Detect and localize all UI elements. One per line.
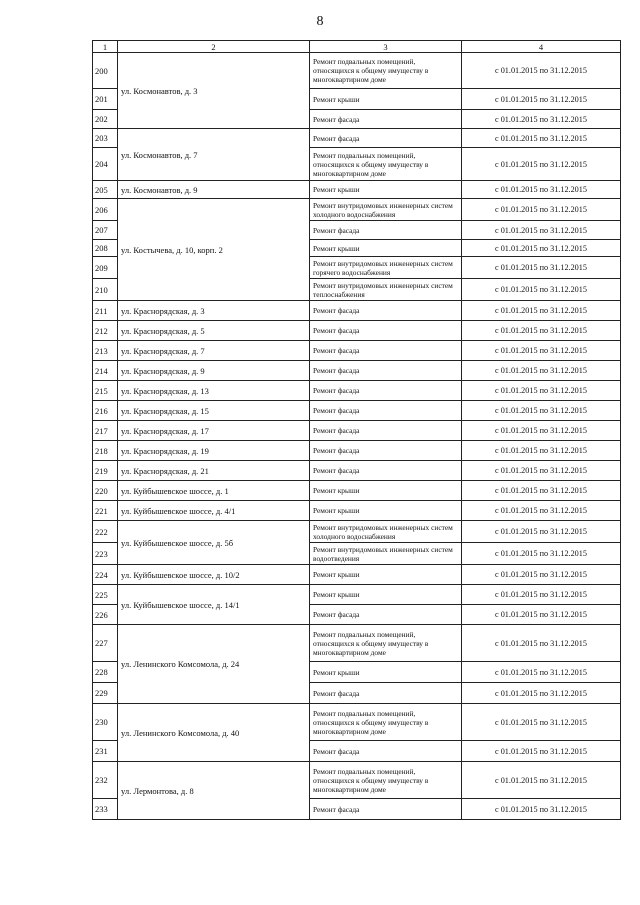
header-row: [93, 41, 621, 53]
period-cell: с 01.01.2015 по 31.12.2015: [462, 181, 621, 199]
address-cell: ул. Краснорядская, д. 19: [118, 441, 310, 461]
work-type-cell: Ремонт фасада: [310, 381, 462, 401]
work-type-cell: Ремонт внутридомовых инженерных систем водоотведения: [310, 543, 462, 565]
period-cell: с 01.01.2015 по 31.12.2015: [462, 683, 621, 704]
row-number: 208: [93, 240, 118, 257]
address-cell: ул. Краснорядская, д. 15: [118, 401, 310, 421]
row-number: 203: [93, 129, 118, 148]
table-row: [93, 361, 621, 381]
row-number: 213: [93, 341, 118, 361]
period-cell: с 01.01.2015 по 31.12.2015: [462, 585, 621, 605]
period-cell: с 01.01.2015 по 31.12.2015: [462, 501, 621, 521]
col-header-1: 1: [93, 41, 118, 53]
work-type-cell: Ремонт внутридомовых инженерных систем холодного водоснабжения: [310, 521, 462, 543]
table-row: [93, 762, 621, 799]
address-cell: ул. Краснорядская, д. 3: [118, 301, 310, 321]
table-row: [93, 461, 621, 481]
work-type-cell: Ремонт фасада: [310, 361, 462, 381]
work-type-cell: Ремонт фасада: [310, 301, 462, 321]
work-type-cell: Ремонт крыши: [310, 240, 462, 257]
work-type-cell: Ремонт крыши: [310, 481, 462, 501]
row-number: 230: [93, 704, 118, 741]
table-row: [93, 381, 621, 401]
row-number: 217: [93, 421, 118, 441]
row-number: 209: [93, 257, 118, 279]
period-cell: с 01.01.2015 по 31.12.2015: [462, 461, 621, 481]
work-type-cell: Ремонт внутридомовых инженерных систем холодного водоснабжения: [310, 199, 462, 221]
address-cell: ул. Ленинского Комсомола, д. 40: [118, 704, 310, 762]
work-type-cell: Ремонт крыши: [310, 662, 462, 683]
period-cell: с 01.01.2015 по 31.12.2015: [462, 799, 621, 820]
row-number: 204: [93, 148, 118, 181]
work-type-cell: Ремонт фасада: [310, 605, 462, 625]
work-type-cell: Ремонт фасада: [310, 321, 462, 341]
table-row: [93, 704, 621, 741]
address-cell: ул. Костычева, д. 10, корп. 2: [118, 199, 310, 301]
table-row: [93, 129, 621, 148]
address-cell: ул. Краснорядская, д. 17: [118, 421, 310, 441]
work-type-cell: Ремонт фасада: [310, 421, 462, 441]
table-row: [93, 401, 621, 421]
work-type-cell: Ремонт подвальных помещений, относящихся к общему имуществу в многоквартирном доме: [310, 762, 462, 799]
period-cell: с 01.01.2015 по 31.12.2015: [462, 301, 621, 321]
work-type-cell: Ремонт подвальных помещений, относящихся к общему имуществу в многоквартирном доме: [310, 704, 462, 741]
table-row: [93, 521, 621, 543]
address-cell: ул. Космонавтов, д. 7: [118, 129, 310, 181]
address-cell: ул. Куйбышевское шоссе, д. 4/1: [118, 501, 310, 521]
row-number: 216: [93, 401, 118, 421]
row-number: 210: [93, 279, 118, 301]
col-header-2: 2: [118, 41, 310, 53]
row-number: 231: [93, 741, 118, 762]
work-type-cell: Ремонт крыши: [310, 89, 462, 110]
period-cell: с 01.01.2015 по 31.12.2015: [462, 257, 621, 279]
work-type-cell: Ремонт фасада: [310, 221, 462, 240]
period-cell: с 01.01.2015 по 31.12.2015: [462, 605, 621, 625]
table-row: [93, 565, 621, 585]
address-cell: ул. Куйбышевское шоссе, д. 1: [118, 481, 310, 501]
table-body: [93, 53, 621, 820]
period-cell: с 01.01.2015 по 31.12.2015: [462, 421, 621, 441]
row-number: 222: [93, 521, 118, 543]
table-row: [93, 301, 621, 321]
period-cell: с 01.01.2015 по 31.12.2015: [462, 199, 621, 221]
address-cell: ул. Краснорядская, д. 9: [118, 361, 310, 381]
work-type-cell: Ремонт фасада: [310, 129, 462, 148]
period-cell: с 01.01.2015 по 31.12.2015: [462, 240, 621, 257]
row-number: 211: [93, 301, 118, 321]
period-cell: с 01.01.2015 по 31.12.2015: [462, 110, 621, 129]
period-cell: с 01.01.2015 по 31.12.2015: [462, 381, 621, 401]
row-number: 221: [93, 501, 118, 521]
row-number: 226: [93, 605, 118, 625]
work-type-cell: Ремонт фасада: [310, 110, 462, 129]
period-cell: с 01.01.2015 по 31.12.2015: [462, 741, 621, 762]
table-row: [93, 181, 621, 199]
work-type-cell: Ремонт фасада: [310, 683, 462, 704]
period-cell: с 01.01.2015 по 31.12.2015: [462, 341, 621, 361]
address-cell: ул. Лермонтова, д. 8: [118, 762, 310, 820]
address-cell: ул. Краснорядская, д. 7: [118, 341, 310, 361]
address-cell: ул. Космонавтов, д. 9: [118, 181, 310, 199]
row-number: 207: [93, 221, 118, 240]
address-cell: ул. Куйбышевское шоссе, д. 5б: [118, 521, 310, 565]
period-cell: с 01.01.2015 по 31.12.2015: [462, 565, 621, 585]
period-cell: с 01.01.2015 по 31.12.2015: [462, 441, 621, 461]
row-number: 202: [93, 110, 118, 129]
work-type-cell: Ремонт подвальных помещений, относящихся к общему имуществу в многоквартирном доме: [310, 53, 462, 89]
works-table: [92, 40, 621, 820]
table-row: [93, 481, 621, 501]
row-number: 227: [93, 625, 118, 662]
period-cell: с 01.01.2015 по 31.12.2015: [462, 704, 621, 741]
table-row: [93, 321, 621, 341]
period-cell: с 01.01.2015 по 31.12.2015: [462, 361, 621, 381]
row-number: 225: [93, 585, 118, 605]
period-cell: с 01.01.2015 по 31.12.2015: [462, 481, 621, 501]
row-number: 220: [93, 481, 118, 501]
row-number: 229: [93, 683, 118, 704]
address-cell: ул. Краснорядская, д. 13: [118, 381, 310, 401]
table-row: [93, 441, 621, 461]
address-cell: ул. Ленинского Комсомола, д. 24: [118, 625, 310, 704]
row-number: 212: [93, 321, 118, 341]
work-type-cell: Ремонт фасада: [310, 799, 462, 820]
row-number: 205: [93, 181, 118, 199]
work-type-cell: Ремонт подвальных помещений, относящихся к общему имуществу в многоквартирном доме: [310, 148, 462, 181]
row-number: 219: [93, 461, 118, 481]
table-row: [93, 585, 621, 605]
row-number: 223: [93, 543, 118, 565]
work-type-cell: Ремонт фасада: [310, 341, 462, 361]
address-cell: ул. Куйбышевское шоссе, д. 14/1: [118, 585, 310, 625]
table-row: [93, 501, 621, 521]
table-row: [93, 341, 621, 361]
row-number: 200: [93, 53, 118, 89]
work-type-cell: Ремонт крыши: [310, 181, 462, 199]
work-type-cell: Ремонт крыши: [310, 585, 462, 605]
work-type-cell: Ремонт крыши: [310, 565, 462, 585]
work-type-cell: Ремонт крыши: [310, 501, 462, 521]
page-number: 8: [316, 14, 324, 29]
col-header-4: 4: [462, 41, 621, 53]
period-cell: с 01.01.2015 по 31.12.2015: [462, 279, 621, 301]
period-cell: с 01.01.2015 по 31.12.2015: [462, 53, 621, 89]
work-type-cell: Ремонт подвальных помещений, относящихся к общему имуществу в многоквартирном доме: [310, 625, 462, 662]
period-cell: с 01.01.2015 по 31.12.2015: [462, 625, 621, 662]
table-row: [93, 625, 621, 662]
row-number: 218: [93, 441, 118, 461]
col-header-3: 3: [310, 41, 462, 53]
period-cell: с 01.01.2015 по 31.12.2015: [462, 221, 621, 240]
row-number: 201: [93, 89, 118, 110]
address-cell: ул. Краснорядская, д. 21: [118, 461, 310, 481]
row-number: 228: [93, 662, 118, 683]
work-type-cell: Ремонт внутридомовых инженерных систем теплоснабжения: [310, 279, 462, 301]
row-number: 206: [93, 199, 118, 221]
address-cell: ул. Краснорядская, д. 5: [118, 321, 310, 341]
period-cell: с 01.01.2015 по 31.12.2015: [462, 521, 621, 543]
address-cell: ул. Куйбышевское шоссе, д. 10/2: [118, 565, 310, 585]
work-type-cell: Ремонт фасада: [310, 441, 462, 461]
row-number: 233: [93, 799, 118, 820]
table-row: [93, 53, 621, 89]
table-row: [93, 199, 621, 221]
period-cell: с 01.01.2015 по 31.12.2015: [462, 321, 621, 341]
work-type-cell: Ремонт фасада: [310, 401, 462, 421]
row-number: 214: [93, 361, 118, 381]
address-cell: ул. Космонавтов, д. 3: [118, 53, 310, 129]
row-number: 232: [93, 762, 118, 799]
row-number: 215: [93, 381, 118, 401]
period-cell: с 01.01.2015 по 31.12.2015: [462, 543, 621, 565]
work-type-cell: Ремонт фасада: [310, 461, 462, 481]
work-type-cell: Ремонт внутридомовых инженерных систем горячего водоснабжения: [310, 257, 462, 279]
period-cell: с 01.01.2015 по 31.12.2015: [462, 762, 621, 799]
table-row: [93, 421, 621, 441]
period-cell: с 01.01.2015 по 31.12.2015: [462, 129, 621, 148]
period-cell: с 01.01.2015 по 31.12.2015: [462, 89, 621, 110]
row-number: 224: [93, 565, 118, 585]
period-cell: с 01.01.2015 по 31.12.2015: [462, 662, 621, 683]
period-cell: с 01.01.2015 по 31.12.2015: [462, 148, 621, 181]
work-type-cell: Ремонт фасада: [310, 741, 462, 762]
period-cell: с 01.01.2015 по 31.12.2015: [462, 401, 621, 421]
